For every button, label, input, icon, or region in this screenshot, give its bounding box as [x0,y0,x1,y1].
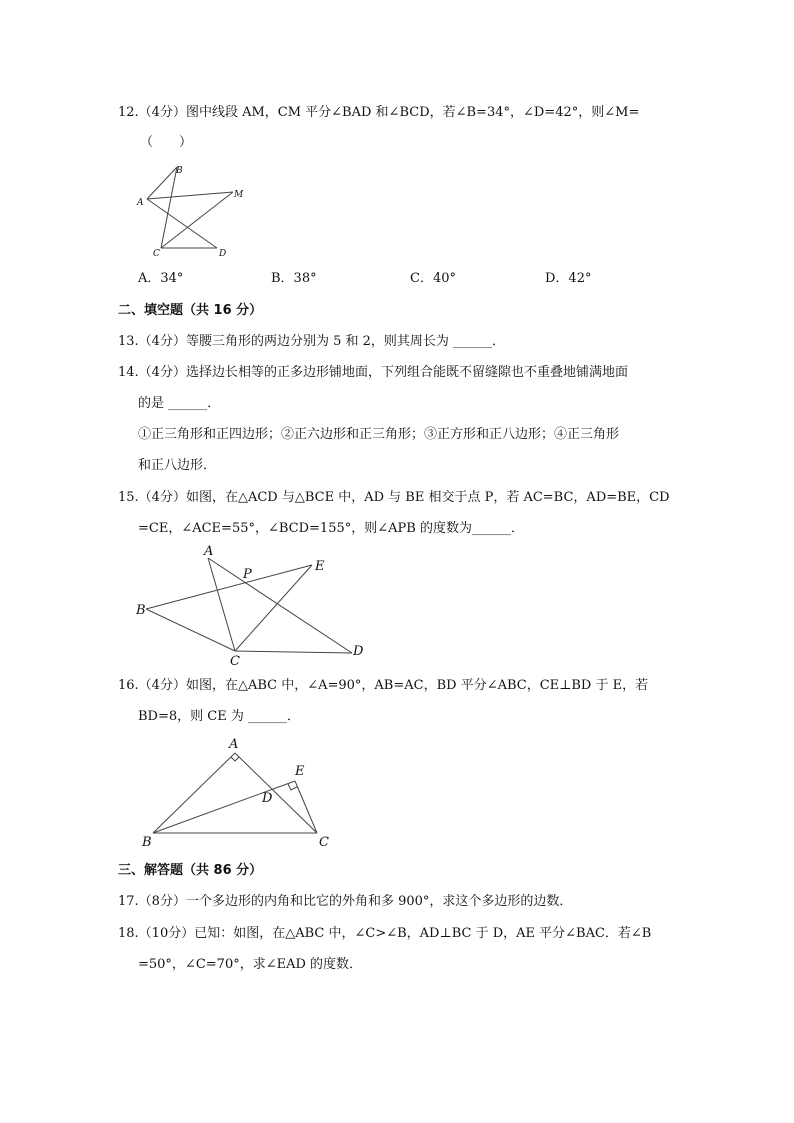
q12-label-D: D [219,249,227,259]
q14-text-line3: ①正三角形和正四边形；②正六边形和正三角形；③正方形和正八边形；④正三角形 [138,427,620,442]
q12-text-line1: 12.（4分）图中线段 AM，CM 平分∠BAD 和∠BCD，若∠B=34°，∠D=42°，则∠M= [118,105,640,120]
q16-right-angle-A [231,757,239,761]
q16-label-C: C [319,835,329,850]
q12-option-d: D．42° [545,271,592,286]
q15-label-B: B [136,603,146,618]
q12-seg-AB [147,167,177,199]
q16-text-line2: BD=8，则 CE 为 ______． [138,709,300,724]
q13-text: 13.（4分）等腰三角形的两边分别为 5 和 2，则其周长为 ______． [118,334,506,349]
q16-label-D: D [262,791,273,806]
q12-seg-AD [147,199,217,248]
q14-text-line1: 14.（4分）选择边长相等的正多边形铺地面，下列组合能既不留缝隙也不重叠地铺满地面 [118,365,628,380]
q12-label-A: A [137,198,144,208]
q18-text-line1: 18.（10分）已知：如图，在△ABC 中，∠C>∠B，AD⊥BC 于 D，AE 平分∠BAC．若∠B [118,926,652,941]
q15-seg-AC [208,558,235,651]
q16-label-E: E [295,764,305,779]
q12-label-C: C [153,249,160,259]
q12-seg-AM [147,192,233,199]
q12-label-M: M [234,190,244,200]
q12-option-a: A．34° [138,271,184,286]
q16-figure [135,735,335,850]
q16-seg-AC [235,753,317,833]
q16-text-line1: 16.（4分）如图，在△ABC 中，∠A=90°，AB=AC，BD 平分∠ABC，CE⊥BD 于 E，若 [118,678,649,693]
q12-option-b: B．38° [271,271,317,286]
q12-seg-CM [161,192,233,248]
q15-label-C: C [230,654,240,669]
q15-label-D: D [353,644,364,659]
q15-seg-BC [146,609,235,651]
q14-text-line4: 和正八边形． [138,458,217,473]
q17-text: 17.（8分）一个多边形的内角和比它的外角和多 900°，求这个多边形的边数． [118,894,573,909]
q16-seg-CE [295,781,317,833]
section-title-fill-in: 二、填空题（共 16 分） [118,303,263,318]
q16-label-B: B [142,835,152,850]
q16-right-angle-E [288,784,297,790]
q15-label-E: E [315,559,325,574]
q16-label-A: A [229,737,239,752]
q12-label-B: B [176,166,183,176]
q15-seg-CD [235,651,352,653]
q12-text-line2: （ ） [140,135,193,150]
q15-label-A: A [204,544,214,559]
q15-seg-AD [208,558,352,653]
q18-text-line2: =50°，∠C=70°，求∠EAD 的度数． [138,957,363,972]
q12-figure [135,160,255,260]
q15-label-P: P [243,567,252,582]
q15-text-line2: =CE，∠ACE=55°，∠BCD=155°，则∠APB 的度数为______． [138,521,524,536]
q12-option-c: C．40° [410,271,456,286]
q14-text-line2: 的是 ______． [138,396,221,411]
q16-seg-BE [153,781,295,833]
q12-seg-BC [161,167,177,248]
section-title-solutions: 三、解答题（共 86 分） [118,863,263,878]
q16-seg-AB [153,753,235,833]
q15-figure [130,543,370,668]
q15-text-line1: 15.（4分）如图，在△ACD 与△BCE 中，AD 与 BE 相交于点 P，若 AC=BC，AD=BE，CD [118,490,670,505]
